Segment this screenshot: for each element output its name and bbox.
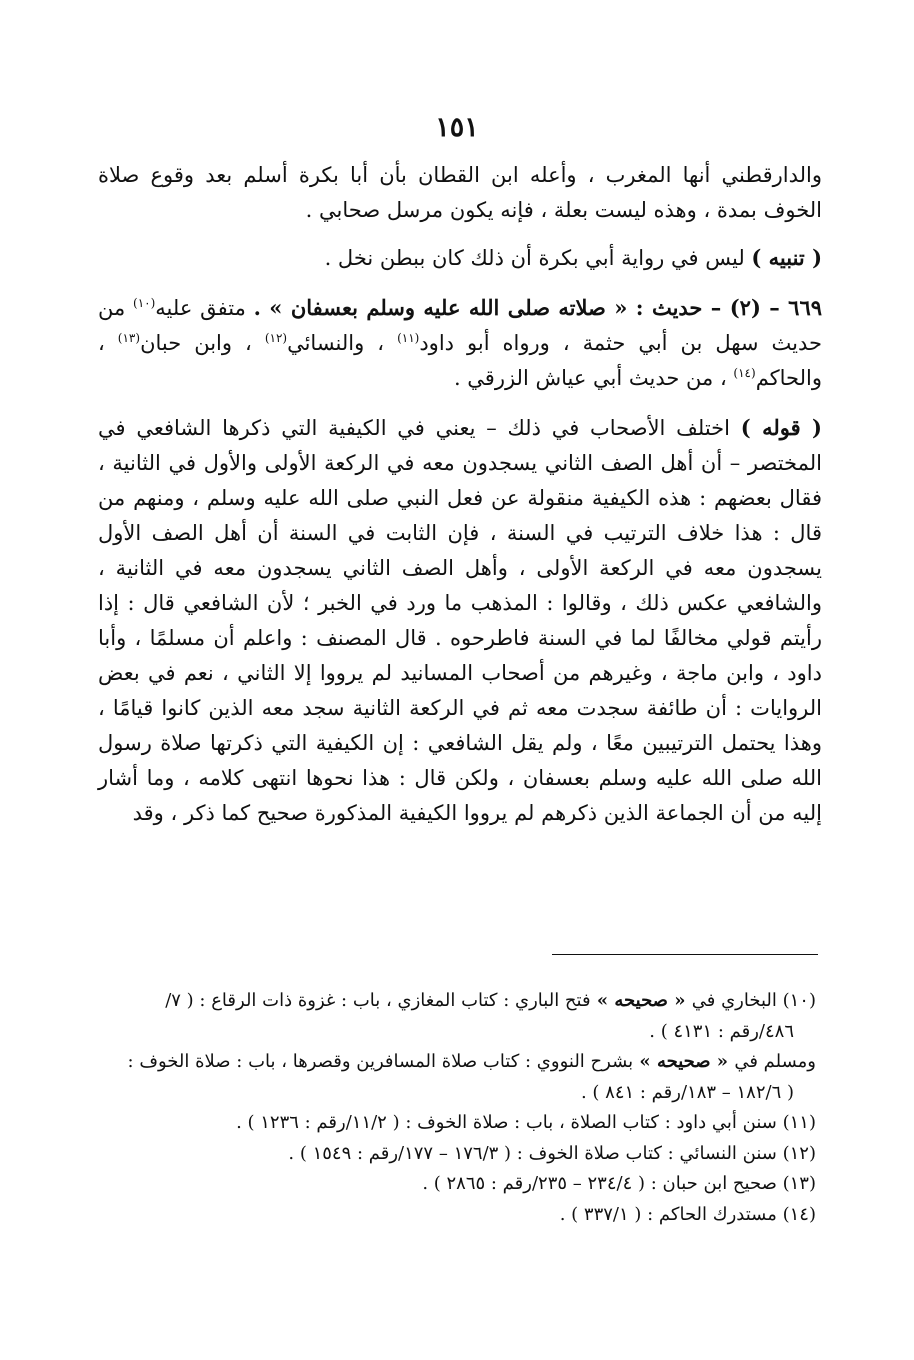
footnote-text: فتح الباري : كتاب المغازي ، باب : غزوة ذات الرقاع : ( ٧/ (165, 990, 591, 1011)
page-number: ١٥١ (435, 112, 479, 143)
footnote-10 (98, 986, 816, 1017)
footnote-13: (١٣) صحيح ابن حبان : ( ٢٣٤/٤ – ٢٣٥/رقم : ٢٨٦٥ ) . (422, 1173, 816, 1194)
paragraph-continuation: والدارقطني أنها المغرب ، وأعله ابن القطان بأن أبا بكرة أسلم بعد وقوع صلاة الخوف بمدة ، وهذه ليست بعلة ، فإنه يكون مرسل صحابي . (98, 163, 822, 222)
hadith-text: ، من حديث أبي عياش الزرقي . (453, 366, 734, 390)
footnote-ref-14: (١٤) (733, 366, 756, 380)
footnote-14: (١٤) مستدرك الحاكم : ( ٣٣٧/١ ) . (559, 1203, 816, 1225)
paragraph-note (98, 240, 822, 276)
note-label: ( تنبيه ) (751, 245, 822, 270)
footnotes (98, 986, 816, 1230)
hadith-text: ، والنسائي (287, 331, 398, 355)
footnote-text: (١٠) البخاري في (691, 990, 816, 1011)
main-text (98, 158, 822, 831)
footnote-10-muslim (98, 1047, 816, 1078)
hadith-heading: ٦٦٩ – (٢) – حديث : « صلاته صلى الله عليه وسلم بعسفان » . (253, 295, 823, 320)
footnote-ref-10: (١٠) (133, 296, 156, 310)
footnote-ref-12: (١٢) (264, 331, 288, 345)
hadith-text: من حديث سهل بن أبي حثمة ، ورواه أبو داود (98, 296, 823, 355)
footnote-10-muslim-continuation: ( ١٨٢/٦ – ١٨٣/رقم : ٨٤١ ) . (580, 1081, 794, 1103)
footnote-ref-11: (١١) (397, 331, 420, 345)
note-text: ليس في رواية أبي بكرة أن ذلك كان ببطن نخل . (324, 246, 752, 270)
commentary-text: اختلف الأصحاب في ذلك – يعني في الكيفية التي ذكرها الشافعي في المختصر – أن أهل الصف الثاني يسجدون معه في الركعة الأولى والأول في الثانية ، فقال بعضهم : هذه الكيفية منقولة عن فعل النبي صلى الله عليه وسلم ، ومنهم من قال : هذا خلاف الترتيب في السنة ، فإن الثابت في السنة أن أهل الصف الأول يسجدون معه في الركعة الأولى ، وأهل الصف الثاني يسجدون معه في الثانية ، والشافعي عكس ذلك ، وقالوا : المذهب ما ورد في الخبر ؛ لأن الشافعي قال : إذا رأيتم قولي مخالفًا لما في السنة فاطرحوه . قال المصنف : واعلم أن مسلمًا ، وأبا داود ، وابن ماجة ، وغيرهم من أصحاب المسانيد لم يرووا إلا الثاني ، نعم في بعض الروايات : أن طائفة سجدت معه ثم في الركعة الثانية سجد معه الذين كانوا قيامًا ، وهذا يحتمل الترتيبين معًا ، ولم يقل الشافعي : إن الكيفية التي ذكرتها صلاة رسول الله صلى الله عليه وسلم بعسفان ، ولكن قال : هذا نحوها انتهى كلامه ، وما أشار إليه من أن الجماعة الذين ذكرهم لم يرووا الكيفية المذكورة صحيح كما ذكر ، وقد (98, 416, 822, 825)
footnote-10-continuation: ٤٨٦/رقم : ٤١٣١ ) . (649, 1020, 794, 1042)
commentary-label: ( قوله ) (740, 415, 822, 440)
hadith-text: ، والحاكم (98, 331, 822, 390)
footnote-text: بشرح النووي : كتاب صلاة المسافرين وقصرها ، باب : صلاة الخوف : (127, 1051, 634, 1072)
hadith-text: متفق عليه (155, 296, 254, 320)
footnote-12: (١٢) سنن النسائي : كتاب صلاة الخوف : ( ١٧٦/٣ – ١٧٧/رقم : ١٥٤٩ ) . (288, 1142, 816, 1164)
paragraph-commentary (98, 410, 822, 831)
paragraph-hadith (98, 290, 822, 396)
footnote-book-title: « صحيحه » (633, 1051, 735, 1072)
footnote-divider (552, 954, 818, 955)
footnote-11: (١١) سنن أبي داود : كتاب الصلاة ، باب : صلاة الخوف : ( ١١/٢/رقم : ١٢٣٦ ) . (236, 1112, 816, 1133)
hadith-text: ، وابن حبان (140, 331, 265, 355)
footnote-book-title: « صحيحه » (590, 990, 692, 1011)
footnote-text: ومسلم في (734, 1051, 816, 1072)
footnote-ref-13: (١٣) (117, 331, 141, 345)
